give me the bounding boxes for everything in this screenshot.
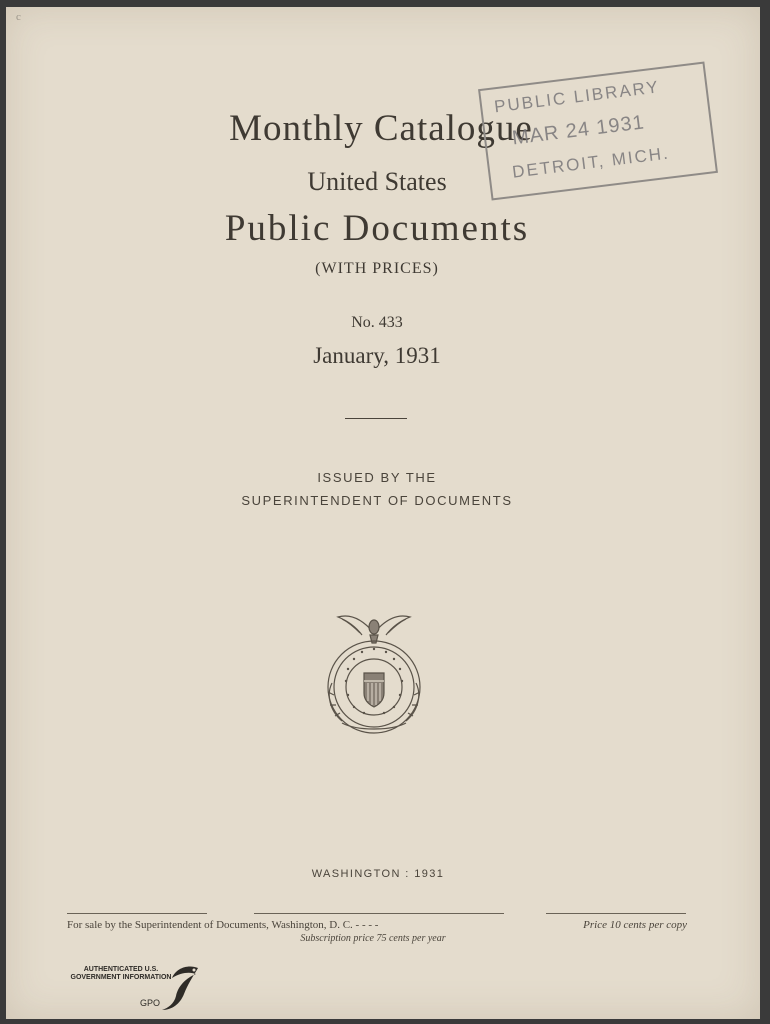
- corner-mark: c: [16, 11, 21, 23]
- footer-rule-middle: [254, 913, 504, 914]
- superintendent-line: SUPERINTENDENT OF DOCUMENTS: [241, 493, 513, 508]
- document-page: [6, 7, 760, 1019]
- footer-rule-right: [546, 913, 686, 914]
- issue-date: January, 1931: [313, 343, 441, 368]
- price-per-copy: Price 10 cents per copy: [583, 919, 687, 931]
- gpo-badge-text: AUTHENTICATED U.S. GOVERNMENT INFORMATION: [70, 966, 172, 981]
- catalogue-subtitle: United States: [307, 167, 447, 196]
- with-prices-label: (WITH PRICES): [315, 260, 439, 277]
- footer-rule-left: [67, 913, 207, 914]
- divider-rule: [345, 418, 407, 419]
- gpo-eagle-logo-icon: [158, 962, 202, 1012]
- gpo-label: GPO: [140, 998, 161, 1008]
- stamp-line-date: MAR 24 1931: [510, 111, 646, 150]
- catalogue-title: Monthly Catalogue: [229, 108, 533, 149]
- place-and-year: WASHINGTON : 1931: [311, 868, 445, 880]
- issued-by-line: ISSUED BY THE: [317, 470, 437, 485]
- stamp-line-library: PUBLIC LIBRARY: [493, 77, 661, 117]
- sale-notice: For sale by the Superintendent of Documents, Washington, D. C. - - - -: [67, 919, 379, 931]
- sale-line: [67, 919, 687, 931]
- issue-number: No. 433: [351, 314, 403, 331]
- stamp-line-city: DETROIT, MICH.: [511, 143, 671, 182]
- public-documents-title: Public Documents: [224, 208, 530, 249]
- department-seal-eagle-icon: [312, 603, 436, 735]
- gpo-authentication-badge: [66, 962, 216, 1018]
- subscription-price: Subscription price 75 cents per year: [300, 933, 446, 944]
